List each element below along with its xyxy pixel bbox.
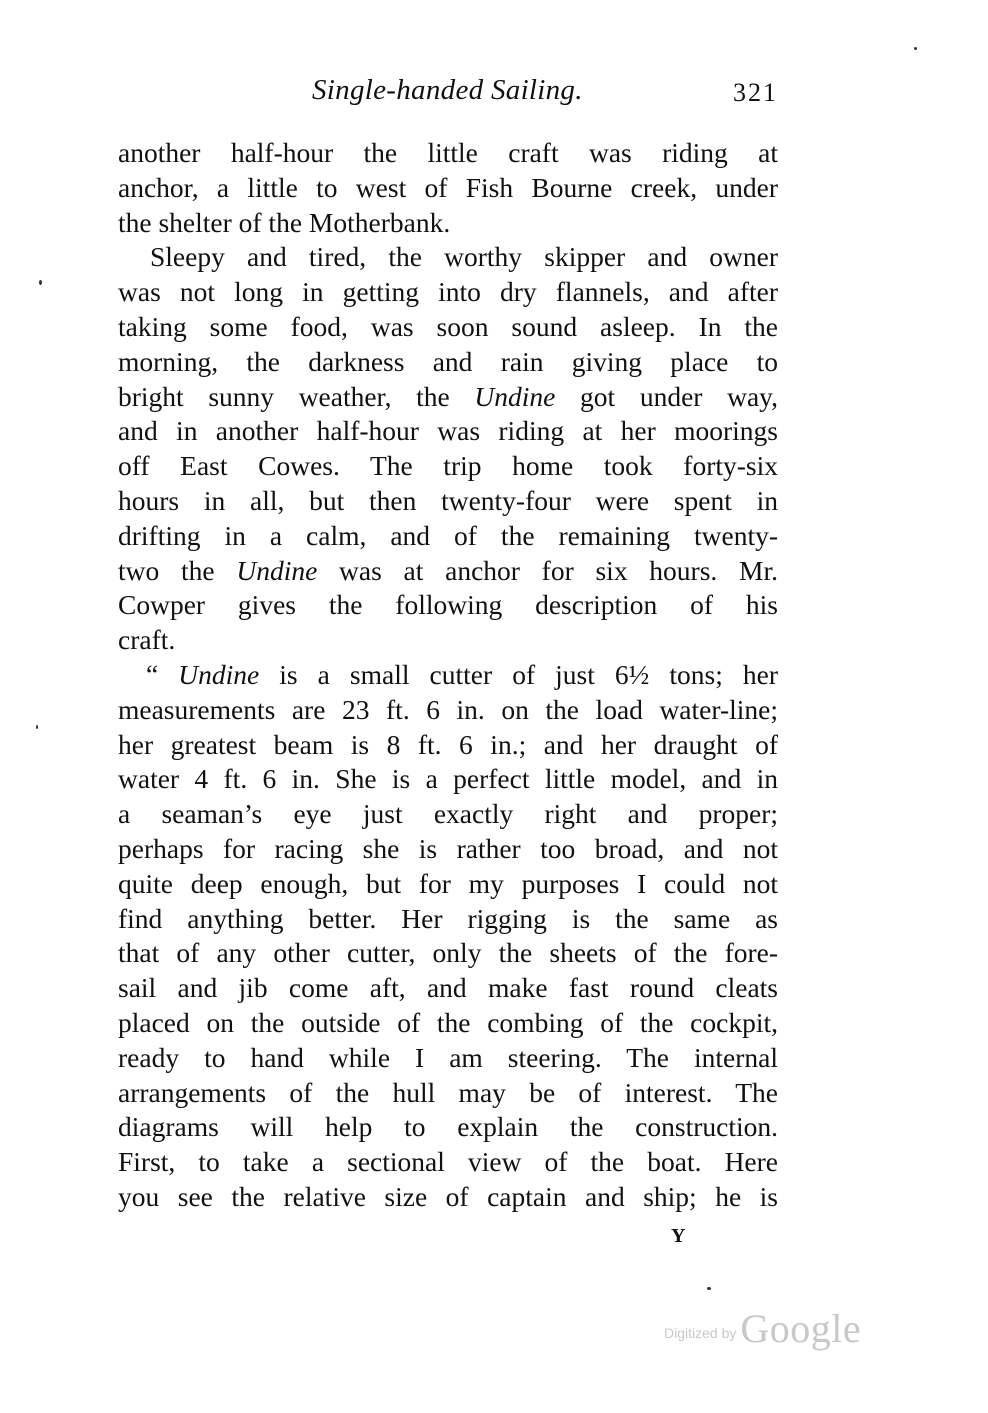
ship-name: Undine — [236, 554, 318, 586]
text-line: you see the relative size of captain and ship; he is — [118, 1180, 778, 1212]
text-line: diagrams will help to explain the construction. — [118, 1111, 778, 1143]
text-line: drifting in a calm, and of the remaining twenty- — [118, 519, 778, 551]
running-title: Single-handed Sailing. — [312, 74, 583, 106]
text-segment: “ — [146, 658, 179, 690]
text-line: her greatest beam is 8 ft. 6 in.; and her draught of — [118, 728, 778, 760]
text-line: and in another half-hour was riding at her moorings — [118, 415, 778, 447]
watermark-prefix: Digitized by — [664, 1325, 737, 1341]
ship-name: Undine — [474, 380, 556, 412]
text-segment: two the — [118, 554, 237, 586]
running-header — [0, 74, 988, 114]
text-line: placed on the outside of the combing of the cockpit, — [118, 1006, 778, 1038]
text-line: morning, the darkness and rain giving place to — [118, 345, 778, 377]
google-logo: Google — [740, 1306, 862, 1351]
text-line: arrangements of the hull may be of interest. The — [118, 1076, 778, 1108]
ship-name: Undine — [178, 658, 260, 690]
ink-speck — [707, 1287, 711, 1290]
text-line — [118, 554, 778, 589]
text-line: sail and jib come aft, and make fast round cleats — [118, 972, 778, 1004]
text-line: Cowper gives the following description of his — [118, 589, 778, 621]
ink-speck — [39, 280, 42, 285]
digitized-watermark — [664, 1305, 861, 1352]
text-segment: is a small cutter of just 6½ tons; her — [259, 658, 778, 690]
text-line: off East Cowes. The trip home took forty-six — [118, 450, 778, 482]
text-line — [118, 658, 778, 693]
text-line: measurements are 23 ft. 6 in. on the load water-line; — [118, 693, 778, 725]
ink-speck — [914, 47, 917, 50]
text-line — [118, 380, 778, 415]
text-line: the shelter of the Motherbank. — [118, 206, 451, 238]
text-segment: got under way, — [555, 380, 778, 412]
text-line: perhaps for racing she is rather too broad, and not — [118, 832, 778, 864]
text-line: was not long in getting into dry flannels, and after — [118, 276, 778, 308]
text-line: find anything better. Her rigging is the same as — [118, 902, 778, 934]
text-segment: was at anchor for six hours. Mr. — [317, 554, 778, 586]
text-segment: bright sunny weather, the — [118, 380, 475, 412]
text-line: craft. — [118, 624, 176, 656]
text-line: water 4 ft. 6 in. She is a perfect little model, and in — [118, 763, 778, 795]
text-line: a seaman’s eye just exactly right and proper; — [118, 798, 778, 830]
text-line: First, to take a sectional view of the boat. Here — [118, 1146, 778, 1178]
text-line: hours in all, but then twenty-four were spent in — [118, 484, 778, 516]
text-line: quite deep enough, but for my purposes I could not — [118, 867, 778, 899]
text-line: that of any other cutter, only the sheets of the fore- — [118, 937, 778, 969]
text-line: anchor, a little to west of Fish Bourne creek, under — [118, 171, 778, 203]
ink-speck — [36, 725, 38, 729]
text-line: another half-hour the little craft was riding at — [118, 137, 778, 168]
text-line: taking some food, was soon sound asleep. In the — [118, 310, 778, 342]
signature-mark: Y — [671, 1225, 686, 1247]
text-line: ready to hand while I am steering. The internal — [118, 1041, 778, 1073]
body-text — [118, 136, 778, 1215]
text-line: Sleepy and tired, the worthy skipper and owner — [150, 241, 778, 273]
page-number: 321 — [733, 78, 778, 107]
